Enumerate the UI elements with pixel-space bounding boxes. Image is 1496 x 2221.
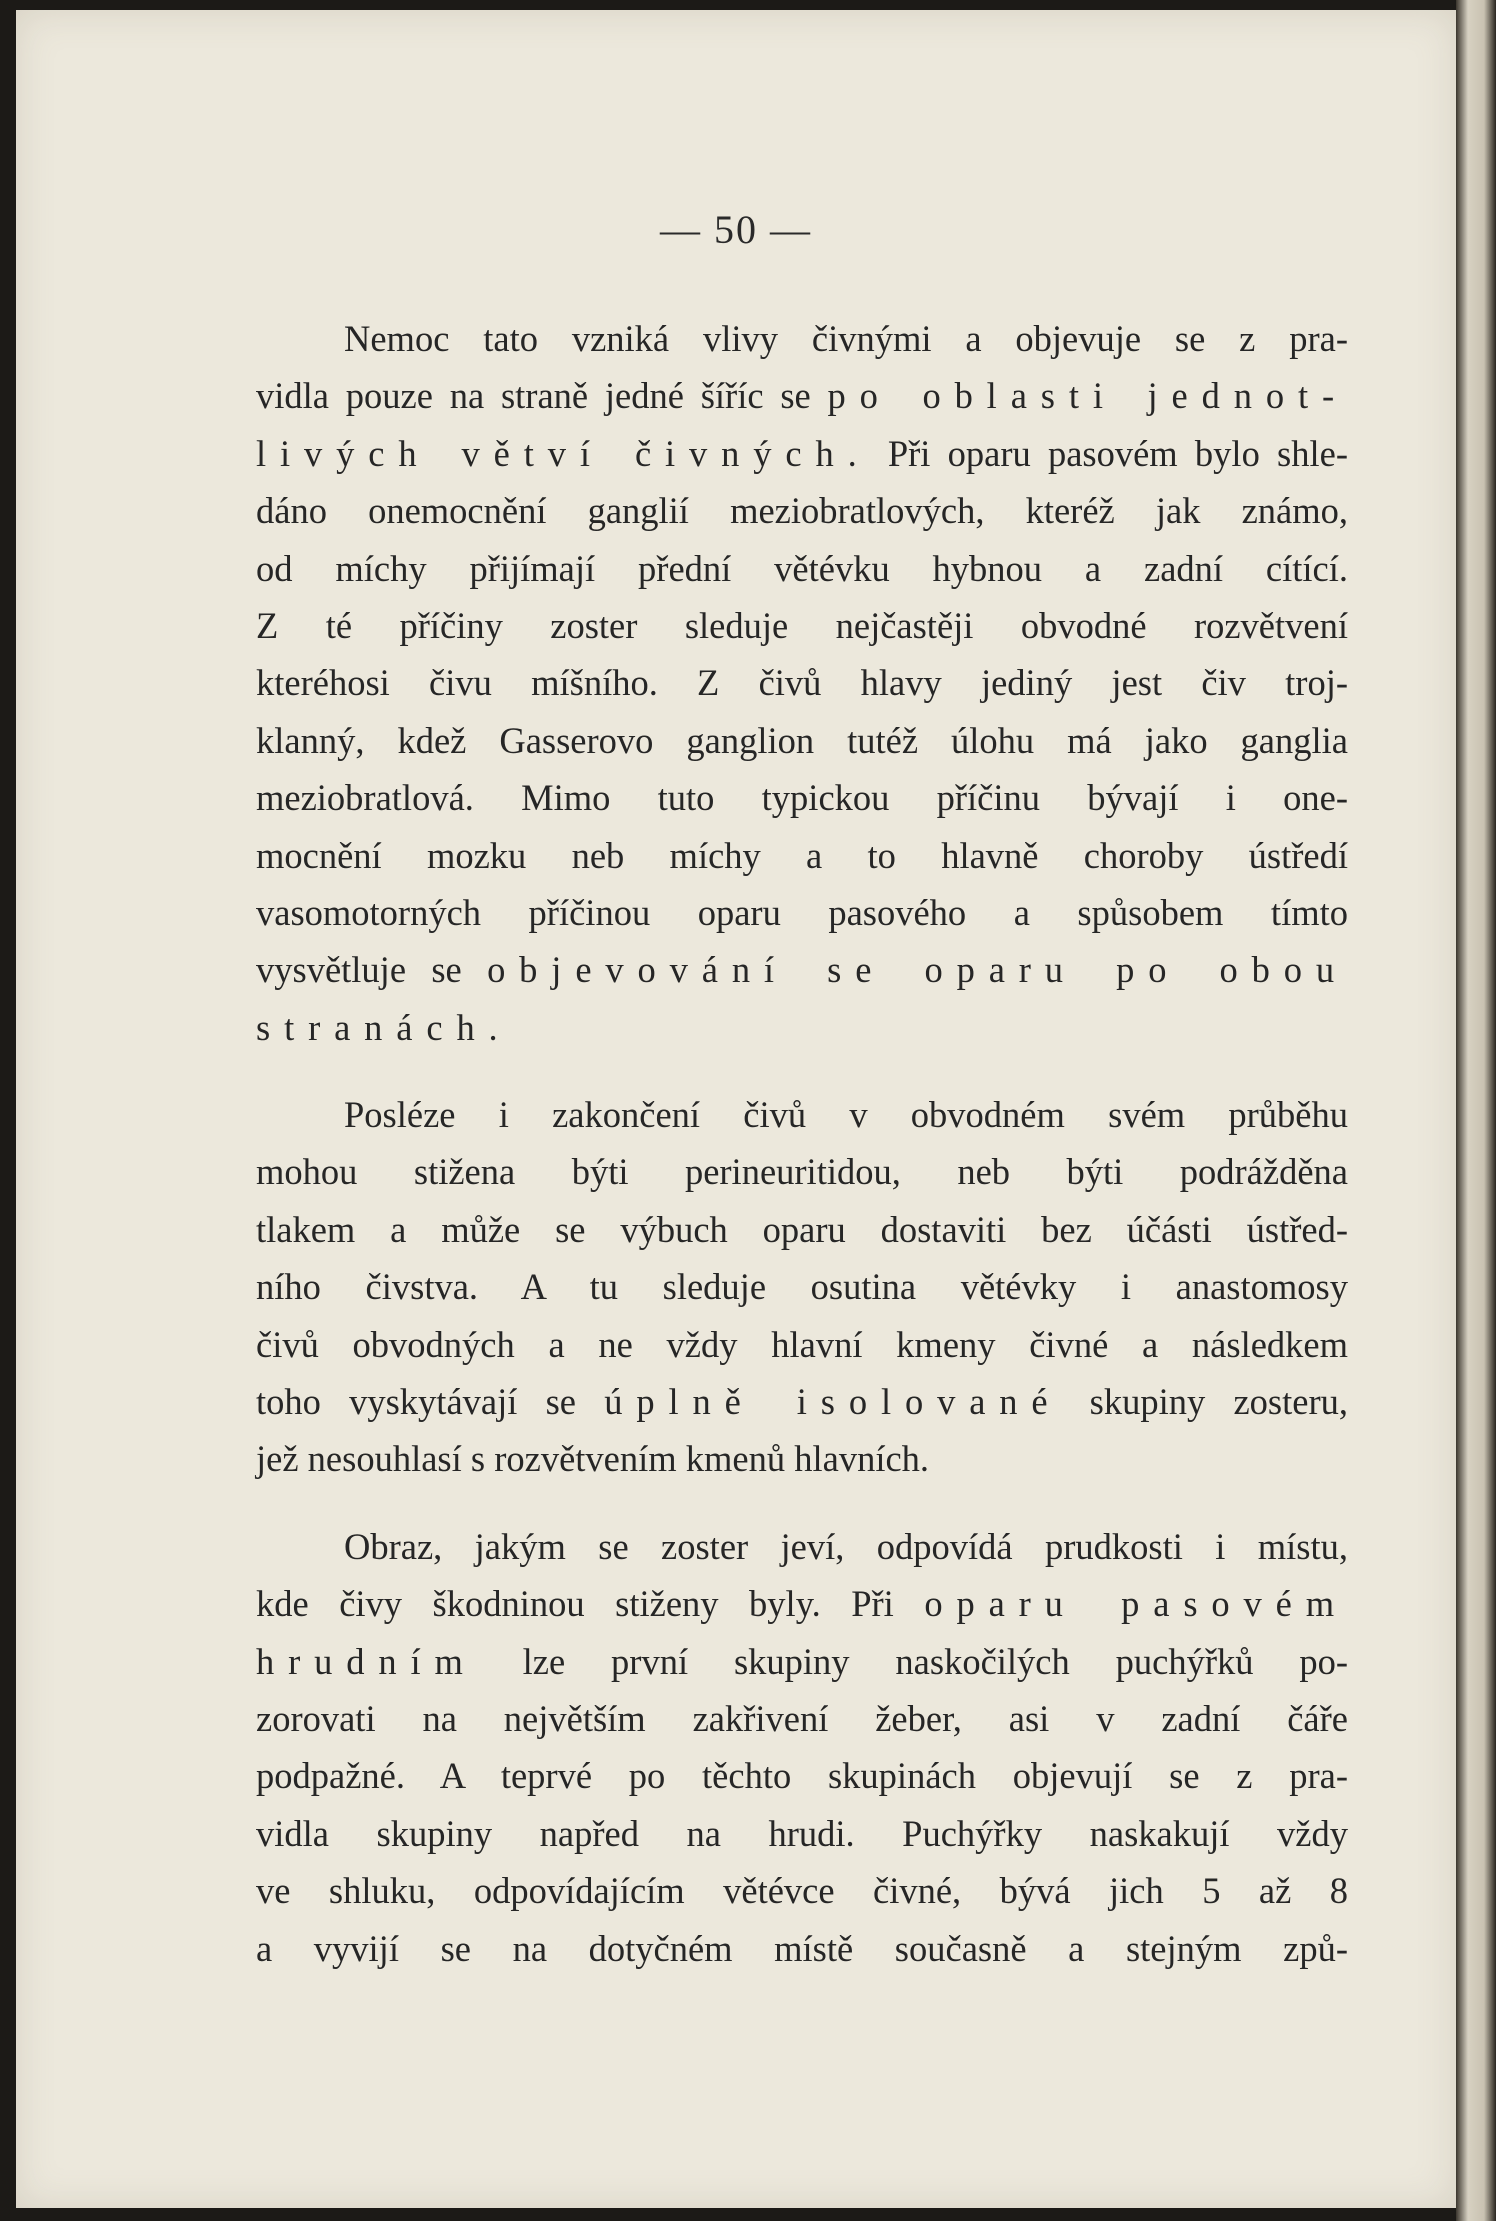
text-line: a vyvijí se na dotyčném místě současně a stejným způ- xyxy=(256,1927,1348,1969)
book-spine xyxy=(1456,0,1496,2221)
text-line: toho vyskytávají se úplně isolované skupiny zosteru, xyxy=(256,1381,1349,1423)
body-text xyxy=(256,310,1348,1977)
text-line: mohou stižena býti perineuritidou, neb býti podrážděna xyxy=(256,1151,1348,1193)
text-line: vidla pouze na straně jedné šíříc se po oblasti jednot- xyxy=(256,375,1348,417)
text-line: čivů obvodných a ne vždy hlavní kmeny čivné a následkem xyxy=(256,1323,1348,1365)
text-line: podpažné. A teprvé po těchto skupinách objevují se z pra- xyxy=(256,1755,1348,1797)
text-line: mocnění mozku neb míchy a to hlavně choroby ústředí xyxy=(256,834,1348,876)
text-line: zorovati na největším zakřivení žeber, asi v zadní čáře xyxy=(256,1697,1348,1739)
text-line: klanný, kdež Gasserovo ganglion tutéž úlohu má jako ganglia xyxy=(256,719,1348,761)
text-line: tlakem a může se výbuch oparu dostaviti bez účásti ústřed- xyxy=(256,1208,1348,1250)
text-line: ve shluku, odpovídajícím větévce čivné, bývá jich 5 až 8 xyxy=(256,1870,1348,1912)
paragraph-1 xyxy=(256,310,1348,1056)
text-line: od míchy přijímají přední větévku hybnou a zadní cítící. xyxy=(256,547,1348,589)
paragraph-2 xyxy=(256,1086,1348,1488)
text-line: hrudním lze první skupiny naskočilých puchýřků po- xyxy=(256,1640,1348,1682)
text-line: Nemoc tato vzniká vlivy čivnými a objevuje se z pra- xyxy=(344,318,1348,359)
text-line: Posléze i zakončení čivů v obvodném svém průběhu xyxy=(344,1094,1348,1136)
text-line: livých větví čivných. Při oparu pasovém bylo shle- xyxy=(256,432,1348,474)
text-line: kteréhosi čivu míšního. Z čivů hlavy jediný jest čiv troj- xyxy=(256,662,1348,704)
text-line: vysvětluje se objevování se oparu po obou xyxy=(256,949,1348,991)
paragraph-3 xyxy=(256,1518,1348,1977)
text-line: Obraz, jakým se zoster jeví, odpovídá prudkosti i místu, xyxy=(344,1525,1348,1567)
text-line: ního čivstva. A tu sleduje osutina větévky i anastomosy xyxy=(256,1266,1348,1308)
book-page xyxy=(16,10,1456,2208)
text-line: jež nesouhlasí s rozvětvením kmenů hlavních. xyxy=(256,1438,930,1480)
text-line: vidla skupiny napřed na hrudi. Puchýřky naskakují vždy xyxy=(256,1812,1348,1854)
text-line: meziobratlová. Mimo tuto typickou příčinu bývají i one- xyxy=(256,777,1348,819)
text-line: stranách. xyxy=(256,1006,512,1048)
text-line: dáno onemocnění ganglií meziobratlových, kteréž jak známo, xyxy=(256,490,1348,532)
text-line: vasomotorných příčinou oparu pasového a spůsobem tímto xyxy=(256,891,1348,933)
text-line: kde čivy škodninou stiženy byly. Při oparu pasovém xyxy=(256,1583,1348,1625)
page-number: — 50 — xyxy=(660,207,812,252)
text-line: Z té příčiny zoster sleduje nejčastěji obvodné rozvětvení xyxy=(256,604,1348,646)
